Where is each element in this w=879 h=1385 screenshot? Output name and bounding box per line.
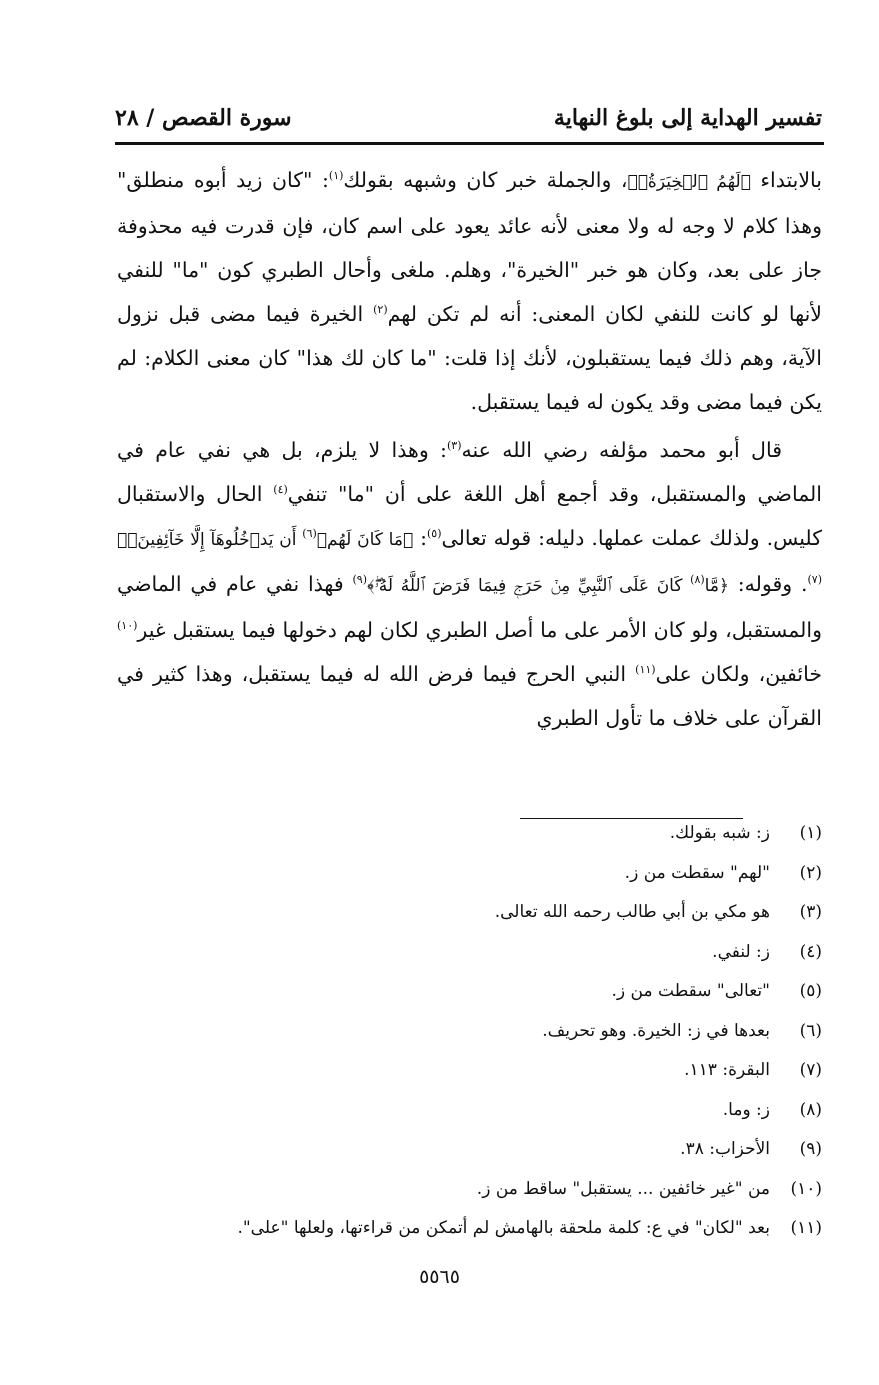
footnote-number: (٧) bbox=[799, 1060, 822, 1080]
footnote-text: الأحزاب: ٣٨. bbox=[680, 1139, 770, 1159]
text-run: الخيرة فيما مضى قبل نزول الآية، وهم ذلك فيما يستقبلون، لأنك إذا قلت: "ما كان لك هذا" كان معنى الكلام: لم يكن فيما مضى وقد يكون له فيما يستقبل. bbox=[117, 302, 822, 414]
footnotes-list bbox=[117, 814, 822, 1249]
text-run: ، والجملة خبر كان وشبهه بقولك bbox=[343, 168, 628, 192]
footnote-number: (٨) bbox=[799, 1099, 822, 1120]
paragraph bbox=[117, 428, 822, 740]
footnote bbox=[117, 1012, 822, 1052]
text-run: قال أبو محمد مؤلفه رضي الله عنه bbox=[461, 438, 782, 462]
footnote bbox=[117, 1091, 822, 1131]
footnote-text: من "غير خائفين ... يستقبل" ساقط من ز. bbox=[476, 1178, 770, 1199]
footnote-number: (٤) bbox=[799, 941, 822, 962]
footnote-text: البقرة: ١١٣. bbox=[684, 1060, 770, 1080]
footnote bbox=[117, 1170, 822, 1210]
footnote-text: "لهم" سقطت من ز. bbox=[624, 862, 770, 883]
footnote-text: هو مكي بن أبي طالب رحمه الله تعالى. bbox=[494, 902, 770, 922]
text-run: . وقوله: bbox=[728, 572, 808, 596]
footnote bbox=[117, 814, 822, 854]
text-run: : bbox=[413, 526, 427, 550]
footnote-ref: (١) bbox=[328, 169, 344, 183]
quran-verse: أَن يَدۡخُلُوهَآ إِلَّا خَآئِفِينَۚ﴾ bbox=[117, 530, 303, 550]
header-rule bbox=[115, 142, 824, 145]
page-number: ٥٥٦٥ bbox=[419, 1266, 460, 1288]
footnote-ref: (١٠) bbox=[117, 619, 138, 633]
text-run: الحال والاستقبال كليس. ولذلك عملت عملها. دليله: قوله تعالى bbox=[117, 482, 822, 550]
surah-page-label: سورة القصص / ٢٨ bbox=[115, 105, 292, 131]
footnote-text: ز: شبه بقولك. bbox=[669, 823, 770, 843]
footnote-ref: (١١) bbox=[635, 663, 656, 677]
footnote bbox=[117, 1130, 822, 1170]
text-run: بالابتداء bbox=[750, 168, 823, 192]
footnote-number: (١) bbox=[799, 823, 822, 843]
text-run: : "كان زيد أبوه منطلق" وهذا كلام لا وجه له ولا معنى لأنه عائد يعود على اسم كان، فإن قدرت فيه محذوفة جاز على بعد، وكان هو خبر "الخيرة"، وهلم. ملغى وأحال الطبري كون "ما" للنفي لأنها لو كانت للنفي لكان المعنى: أنه لم تكن لهم bbox=[117, 168, 822, 326]
footnote-ref: (٥) bbox=[427, 527, 442, 541]
footnote bbox=[117, 933, 822, 973]
running-header bbox=[115, 101, 822, 141]
quran-verse: كَانَ عَلَى ٱلنَّبِيِّ مِنۡ حَرَجٖ فِيمَا فَرَضَ ٱللَّهُ لَهُۥۖ﴾ bbox=[367, 576, 691, 596]
footnote bbox=[117, 1209, 822, 1249]
main-text bbox=[117, 158, 822, 740]
footnote-number: (٢) bbox=[799, 862, 822, 883]
quran-verse: ﴿مَا كَانَ لَهُمۡ bbox=[316, 530, 414, 550]
text-run: خائفين، ولكان على bbox=[655, 662, 822, 686]
book-title: تفسير الهداية إلى بلوغ النهاية bbox=[553, 105, 822, 131]
text-run: : وهذا لا يلزم، بل هي نفي عام في الماضي والمستقبل، وقد أجمع أهل اللغة على أن "ما" تنفي bbox=[117, 438, 822, 506]
footnote-ref: (٣) bbox=[446, 439, 462, 453]
footnote bbox=[117, 854, 822, 894]
footnote bbox=[117, 893, 822, 933]
footnote-number: (٩) bbox=[799, 1139, 822, 1159]
footnote-number: (٣) bbox=[799, 902, 822, 922]
footnote-ref: (٩) bbox=[352, 573, 367, 587]
footnote-number: (٥) bbox=[799, 981, 822, 1001]
footnote-ref: (٤) bbox=[273, 483, 288, 497]
quran-verse: ﴿مَّا bbox=[704, 576, 729, 596]
footnote-text: "تعالى" سقطت من ز. bbox=[611, 981, 770, 1001]
footnote-ref: (٧) bbox=[807, 573, 822, 587]
footnote-text: ز: لنفي. bbox=[712, 941, 770, 962]
footnote bbox=[117, 1051, 822, 1091]
footnote-text: ز: وما. bbox=[722, 1099, 770, 1120]
text-run: النبي الحرج فيما فرض الله له فيما يستقبل، وهذا كثير في القرآن على خلاف ما تأول الطبري bbox=[117, 662, 822, 730]
footnote-text: بعدها في ز: الخيرة. وهو تحريف. bbox=[542, 1020, 770, 1041]
footnote-text: بعد "لكان" في ع: كلمة ملحقة بالهامش لم أتمكن من قراءتها، ولعلها "على". bbox=[237, 1218, 770, 1238]
footnote-number: (٦) bbox=[799, 1020, 822, 1041]
footnote bbox=[117, 972, 822, 1012]
footnote-ref: (٦) bbox=[302, 527, 317, 541]
footnote-number: (١٠) bbox=[790, 1178, 822, 1199]
footnote-number: (١١) bbox=[790, 1218, 822, 1238]
footnote-ref: (٢) bbox=[373, 303, 388, 317]
footnote-ref: (٨) bbox=[690, 573, 705, 587]
text-run: فهذا نفي عام في الماضي والمستقبل، ولو كان الأمر على ما أصل الطبري لكان لهم دخولها فيما يستقبل غير bbox=[117, 572, 822, 642]
paragraph bbox=[117, 158, 822, 424]
quran-verse: ﴿لَهُمُ ٱلۡخِيَرَةُۚ﴾ bbox=[627, 172, 751, 192]
